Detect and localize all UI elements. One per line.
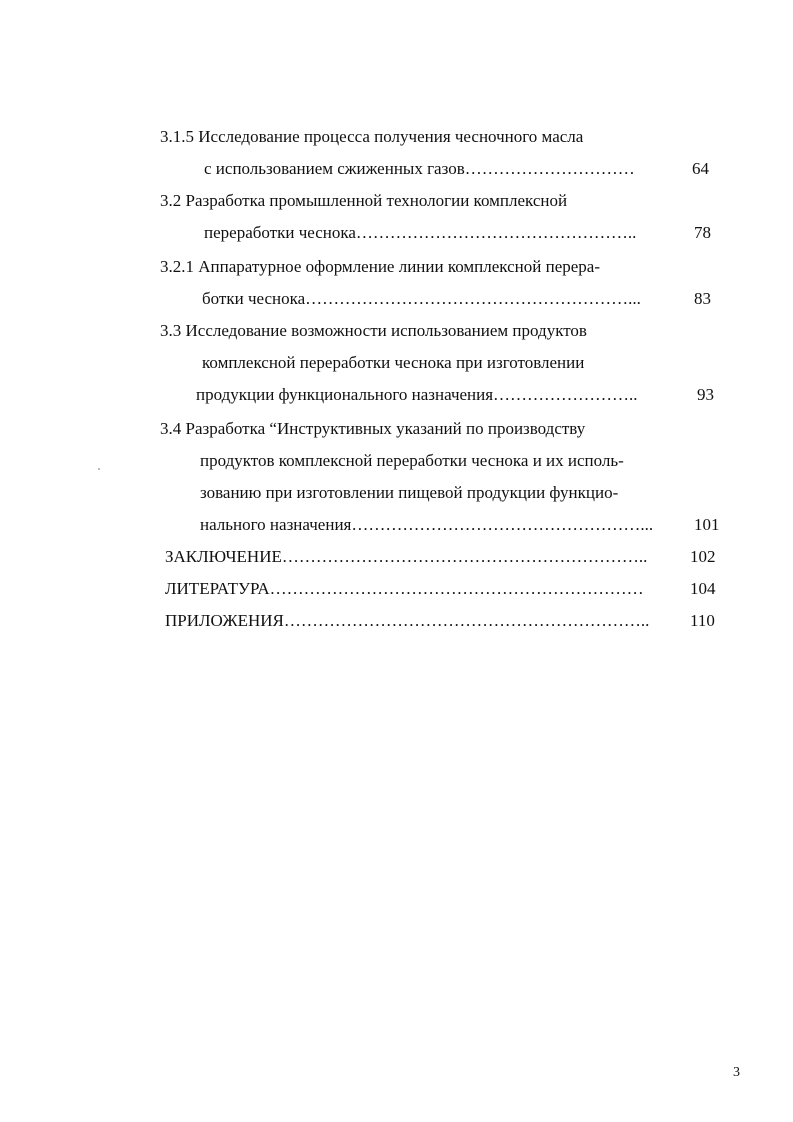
toc-entry-3-4-line-2: продуктов комплексной переработки чеснока и их исполь- [200,451,624,470]
toc-entry-3-2-line-2: переработки чеснока………………………………………….. [204,223,637,242]
page-number: 3 [733,1065,740,1080]
toc-entry-3-4-page: 101 [694,515,720,534]
toc-entry-appendices: ПРИЛОЖЕНИЯ……………………………………………………….. [165,611,650,630]
toc-entry-3-1-5-line-2: с использованием сжиженных газов………………………… [204,159,635,178]
toc-entry-3-2-1-line-2: ботки чеснока…………………………………………………... [202,289,641,308]
toc-entry-3-2-line-1: 3.2 Разработка промышленной технологии комплексной [160,191,568,210]
toc-entry-3-2-1-line-1: 3.2.1 Аппаратурное оформление линии комплексной перера- [160,257,601,276]
toc-entry-3-1-5-line-1: 3.1.5 Исследование процесса получения чесночного масла [160,127,584,146]
toc-entry-3-4-line-3: зованию при изготовлении пищевой продукции функцио- [200,483,619,502]
toc-entry-appendices-page: 110 [690,611,715,630]
toc-entry-3-4-line-1: 3.4 Разработка “Инструктивных указаний по производству [160,419,586,438]
toc-entry-conclusion-page: 102 [690,547,716,566]
toc-entry-3-3-line-1: 3.3 Исследование возможности использованием продуктов [160,321,587,340]
scan-speck [98,468,100,470]
toc-entry-3-2-1-page: 83 [694,289,711,308]
toc-entry-3-4-line-4: нального назначения……………………………………………... [200,515,654,534]
toc-entry-3-3-line-3: продукции функционального назначения…………………….. [196,385,638,404]
toc-entry-3-1-5-page: 64 [692,159,709,178]
toc-entry-literature: ЛИТЕРАТУРА………………………………………………………… [165,579,644,598]
toc-entry-3-3-line-2: комплексной переработки чеснока при изготовлении [202,353,585,372]
toc-entry-3-3-page: 93 [697,385,714,404]
toc-entry-conclusion: ЗАКЛЮЧЕНИЕ……………………………………………………….. [165,547,648,566]
toc-entry-3-2-page: 78 [694,223,711,242]
toc-entry-literature-page: 104 [690,579,716,598]
